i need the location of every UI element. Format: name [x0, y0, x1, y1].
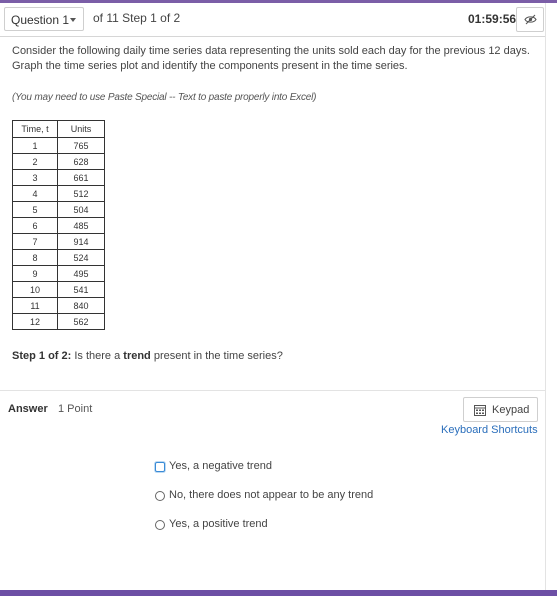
cell-units: 541	[58, 282, 105, 298]
radio-button[interactable]	[155, 520, 165, 530]
cell-units: 914	[58, 234, 105, 250]
keypad-label: Keypad	[492, 404, 530, 416]
step-keyword: trend	[123, 350, 151, 362]
step-prompt	[12, 350, 283, 362]
eye-slash-icon	[524, 14, 537, 25]
data-table	[12, 120, 105, 330]
cell-time: 6	[13, 218, 58, 234]
cell-units: 765	[58, 138, 105, 154]
cell-units: 562	[58, 314, 105, 330]
table-header-row	[13, 121, 105, 138]
keypad-icon	[474, 405, 486, 416]
table-row	[13, 298, 105, 314]
table-row	[13, 250, 105, 266]
cell-time: 1	[13, 138, 58, 154]
option-label: Yes, a positive trend	[169, 518, 268, 530]
step-text-before: Is there a	[71, 350, 124, 362]
question-text: Consider the following daily time series data representing the units sold each day for the previous 12 days. Graph the time series plot and identify the components present in the time series.	[12, 45, 530, 72]
chevron-down-icon	[70, 18, 76, 22]
cell-time: 12	[13, 314, 58, 330]
table-row	[13, 154, 105, 170]
column-header-units: Units	[58, 121, 105, 138]
keypad-button[interactable]	[463, 397, 538, 422]
cell-time: 8	[13, 250, 58, 266]
step-text-after: present in the time series?	[150, 350, 283, 362]
cell-units: 840	[58, 298, 105, 314]
table-row	[13, 218, 105, 234]
step-prefix: Step 1 of 2:	[12, 350, 72, 362]
question-header	[0, 3, 545, 37]
table-row	[13, 282, 105, 298]
section-divider	[0, 390, 545, 391]
table-row	[13, 202, 105, 218]
bottom-accent-bar	[0, 590, 557, 596]
cell-time: 2	[13, 154, 58, 170]
table-row	[13, 186, 105, 202]
cell-time: 10	[13, 282, 58, 298]
points-value: 1 Point	[58, 403, 93, 415]
cell-time: 9	[13, 266, 58, 282]
table-row	[13, 138, 105, 154]
option-label: Yes, a negative trend	[169, 460, 272, 472]
cell-time: 4	[13, 186, 58, 202]
panel-right-border	[545, 3, 546, 590]
cell-units: 524	[58, 250, 105, 266]
cell-units: 504	[58, 202, 105, 218]
keyboard-shortcuts-link[interactable]: Keyboard Shortcuts	[441, 424, 538, 436]
cell-units: 485	[58, 218, 105, 234]
table-row	[13, 234, 105, 250]
cell-time: 3	[13, 170, 58, 186]
step-counter: of 11 Step 1 of 2	[93, 11, 181, 25]
question-select[interactable]	[4, 7, 84, 31]
column-header-time: Time, t	[13, 121, 58, 138]
answer-label: Answer	[8, 403, 48, 415]
paste-note: (You may need to use Paste Special -- Text to paste properly into Excel)	[12, 92, 317, 103]
cell-time: 5	[13, 202, 58, 218]
table-row	[13, 266, 105, 282]
radio-button[interactable]	[155, 491, 165, 501]
table-row	[13, 170, 105, 186]
hide-timer-button[interactable]	[516, 7, 544, 32]
cell-units: 495	[58, 266, 105, 282]
timer: 01:59:56	[468, 12, 517, 26]
radio-button[interactable]	[155, 462, 165, 472]
cell-time: 7	[13, 234, 58, 250]
cell-units: 628	[58, 154, 105, 170]
cell-time: 11	[13, 298, 58, 314]
table-row	[13, 314, 105, 330]
option-label: No, there does not appear to be any trend	[169, 489, 374, 501]
question-select-label: Question 1	[11, 13, 70, 27]
cell-units: 512	[58, 186, 105, 202]
cell-units: 661	[58, 170, 105, 186]
